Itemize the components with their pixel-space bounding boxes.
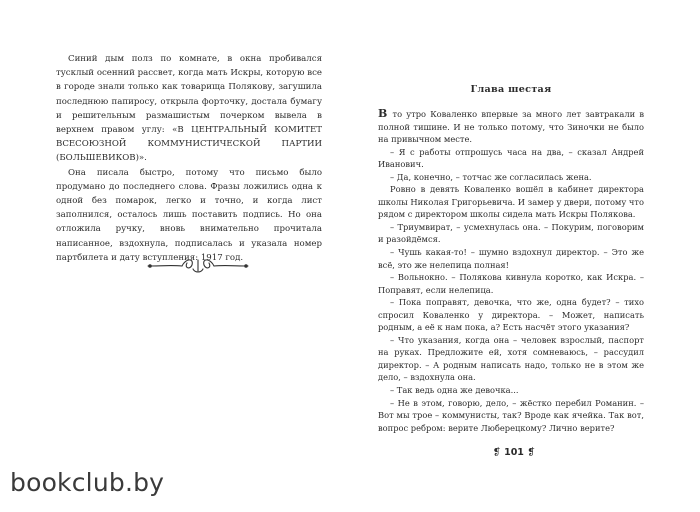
right-paragraph: – Да, конечно, – тотчас же согласилась жена. [390,171,592,182]
right-paragraph-first [378,108,644,146]
right-paragraph: – Так ведь одна же девочка... [390,385,519,396]
right-paragraph: – Вольнокно. – Полякова кивнула коротко, как Искра. – Поправят, если нелепица. [378,272,644,295]
chapter-title: Глава шестая [470,84,552,95]
right-paragraph: – Чушь какая-то! – шумно вздохнул директор. – Это же всё, это же нелепица полная! [378,247,644,270]
right-page [378,84,644,434]
page-number: ❡ 101 ❡ [492,447,536,458]
first-paragraph-text: то утро Коваленко впервые за много лет завтракали в полной тишине. И не только потому, что Зиночки не было на привычном месте. [378,109,644,145]
left-paragraph-2: Она писала быстро, потому что письмо было продумано до последнего слова. Фразы ложились одна к одной без помарок, легко и точно, и когда лист заполнился, осталось лишь поставить подпись. Но она отложила ручку, вновь внимательно прочитала написанное, вздохнула, подписалась и указала номер партбилета и дату вступления: 1917 год. [56,167,322,263]
drop-cap: В [378,107,388,120]
right-paragraph: – Триумвират, – усмехнулась она. – Покурим, поговорим и разойдёмся. [378,221,644,245]
left-paragraph-1: Синий дым полз по комнате, в окна пробивался тусклый осенний рассвет, когда мать Искры, которую все в городе знали только как товарища Полякову, загушила последнюю папиросу, открыла форточку, достала бумагу и решительным размашистым почерком вывела в верхнем правом углу: «В ЦЕНТРАЛЬНЫЙ КОМИТЕТ ВСЕСОЮЗНОЙ КОММУНИСТИЧЕСКОЙ ПАРТИИ (БОЛЬШЕВИКОВ)». [56,54,322,164]
watermark: bookclub.by [10,468,165,497]
right-paragraph: – Что указания, когда она – человек взрослый, паспорт на руках. Предложите ей, хотя сомневаюсь, – рассудил директор. – А родным написать надо, только не в этом же дело, – вздохнула она. [378,334,644,383]
page-number-value: 101 [504,447,524,458]
flourish-ornament-icon [146,254,250,276]
right-paragraph: – Не в этом, говорю, дело, – жёстко перебил Романин. – Вот мы трое – коммунисты, так? Вроде как ячейка. Так вот, вопрос ребром: верите Люберецкому? Лично верите? [378,397,644,433]
right-paragraph: – Я с работы отпрошусь часа на два, – сказал Андрей Иванович. [378,146,644,170]
left-page [56,52,322,265]
right-paragraph: Ровно в девять Коваленко вошёл в кабинет директора школы Николая Григорьевича. И замер у двери, потому что рядом с директором школы сидела мать Искры Полякова. [378,184,644,220]
right-paragraph: – Пока поправят, девочка, что же, одна будет? – тихо спросил Коваленко у директора. – Может, написать родным, а её к нам пока, а? Есть насчёт этого указания? [378,297,644,333]
